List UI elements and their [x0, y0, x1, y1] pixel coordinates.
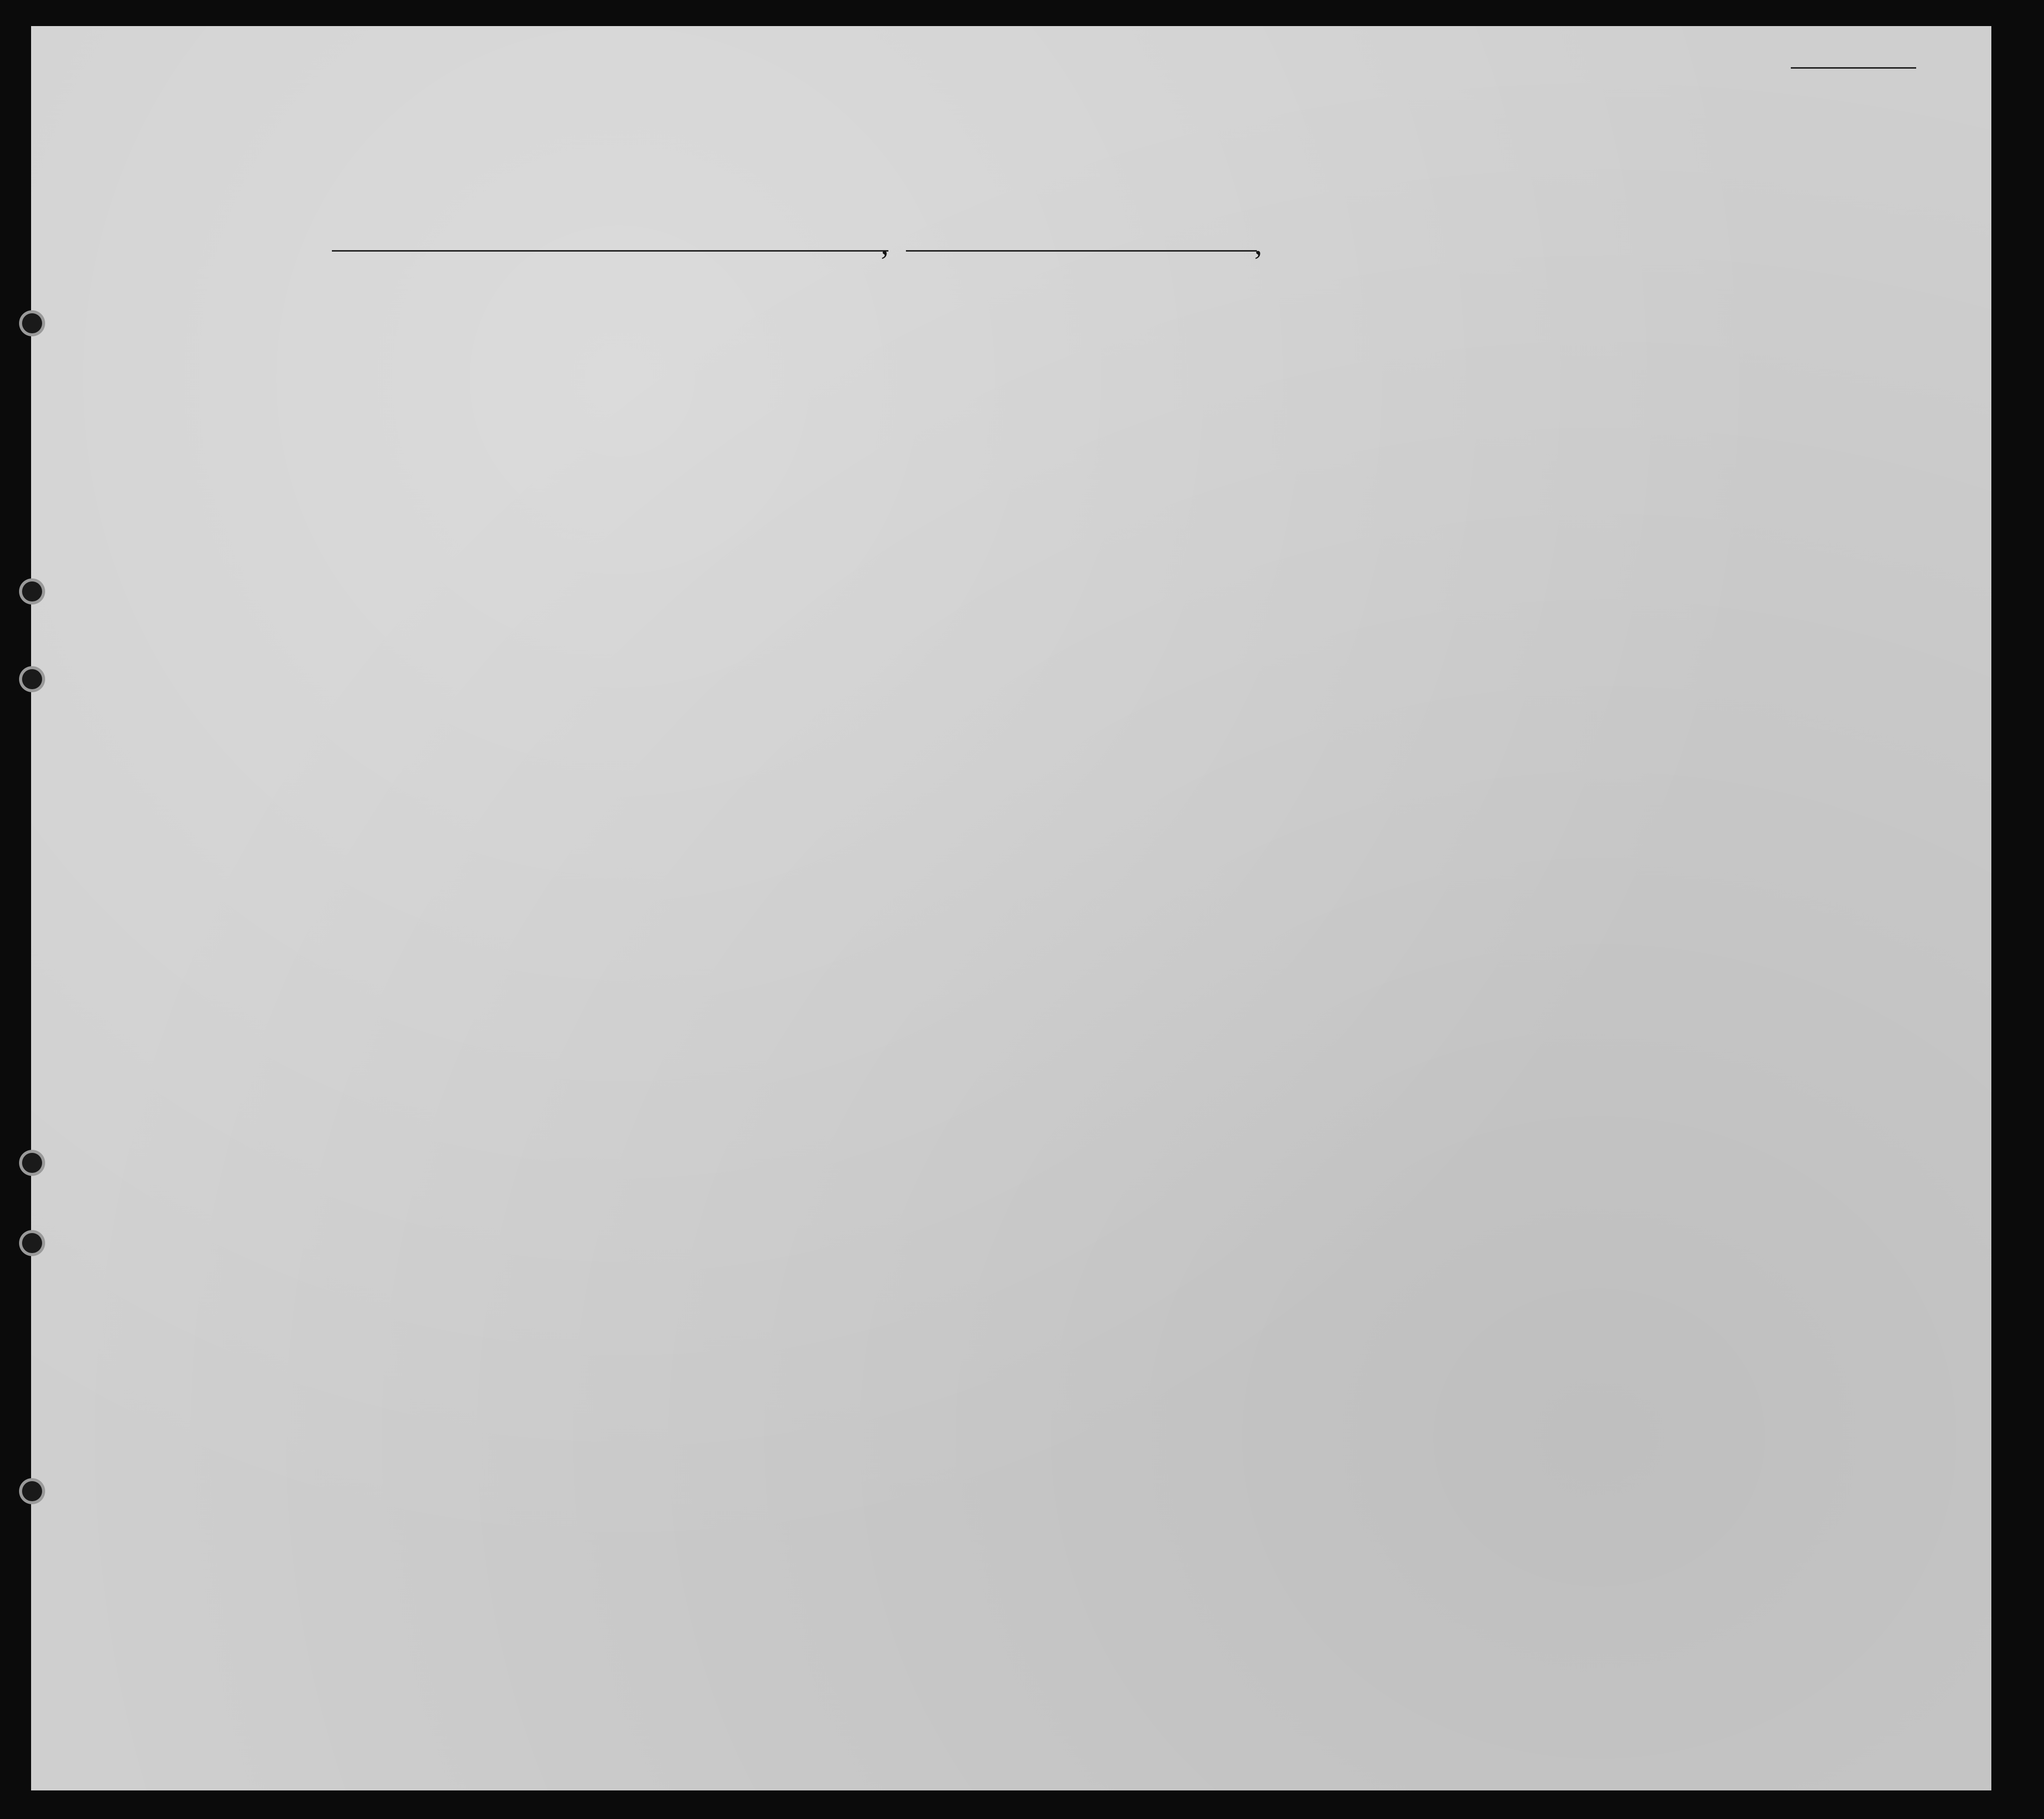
date-line — [906, 250, 1257, 252]
header-anarchist — [1387, 317, 1407, 442]
punch-hole — [22, 1481, 42, 1501]
header-purpose-length — [1234, 327, 1284, 442]
punch-hole — [22, 1153, 42, 1173]
header-purpose-citizen — [1289, 327, 1330, 442]
punch-hole — [22, 669, 42, 689]
punch-hole — [22, 581, 42, 601]
header-purpose-return — [1169, 327, 1219, 442]
header-c28 — [1413, 314, 1458, 445]
comma: , — [881, 227, 889, 261]
port-line — [332, 250, 888, 252]
manifest-sheet — [31, 26, 1991, 1790]
header-polygamist — [1366, 317, 1386, 442]
punch-hole — [22, 1233, 42, 1253]
form-subtitle — [99, 171, 1753, 187]
table-grid — [31, 26, 1991, 1790]
header-c25 — [1341, 314, 1366, 445]
list-number-line — [1791, 67, 1916, 69]
comma: , — [1254, 227, 1262, 261]
punch-hole — [22, 313, 42, 333]
header-c29 — [1465, 314, 1500, 445]
header-money — [738, 322, 761, 447]
header-ticket — [613, 322, 633, 447]
header-c30 — [1505, 314, 1540, 445]
